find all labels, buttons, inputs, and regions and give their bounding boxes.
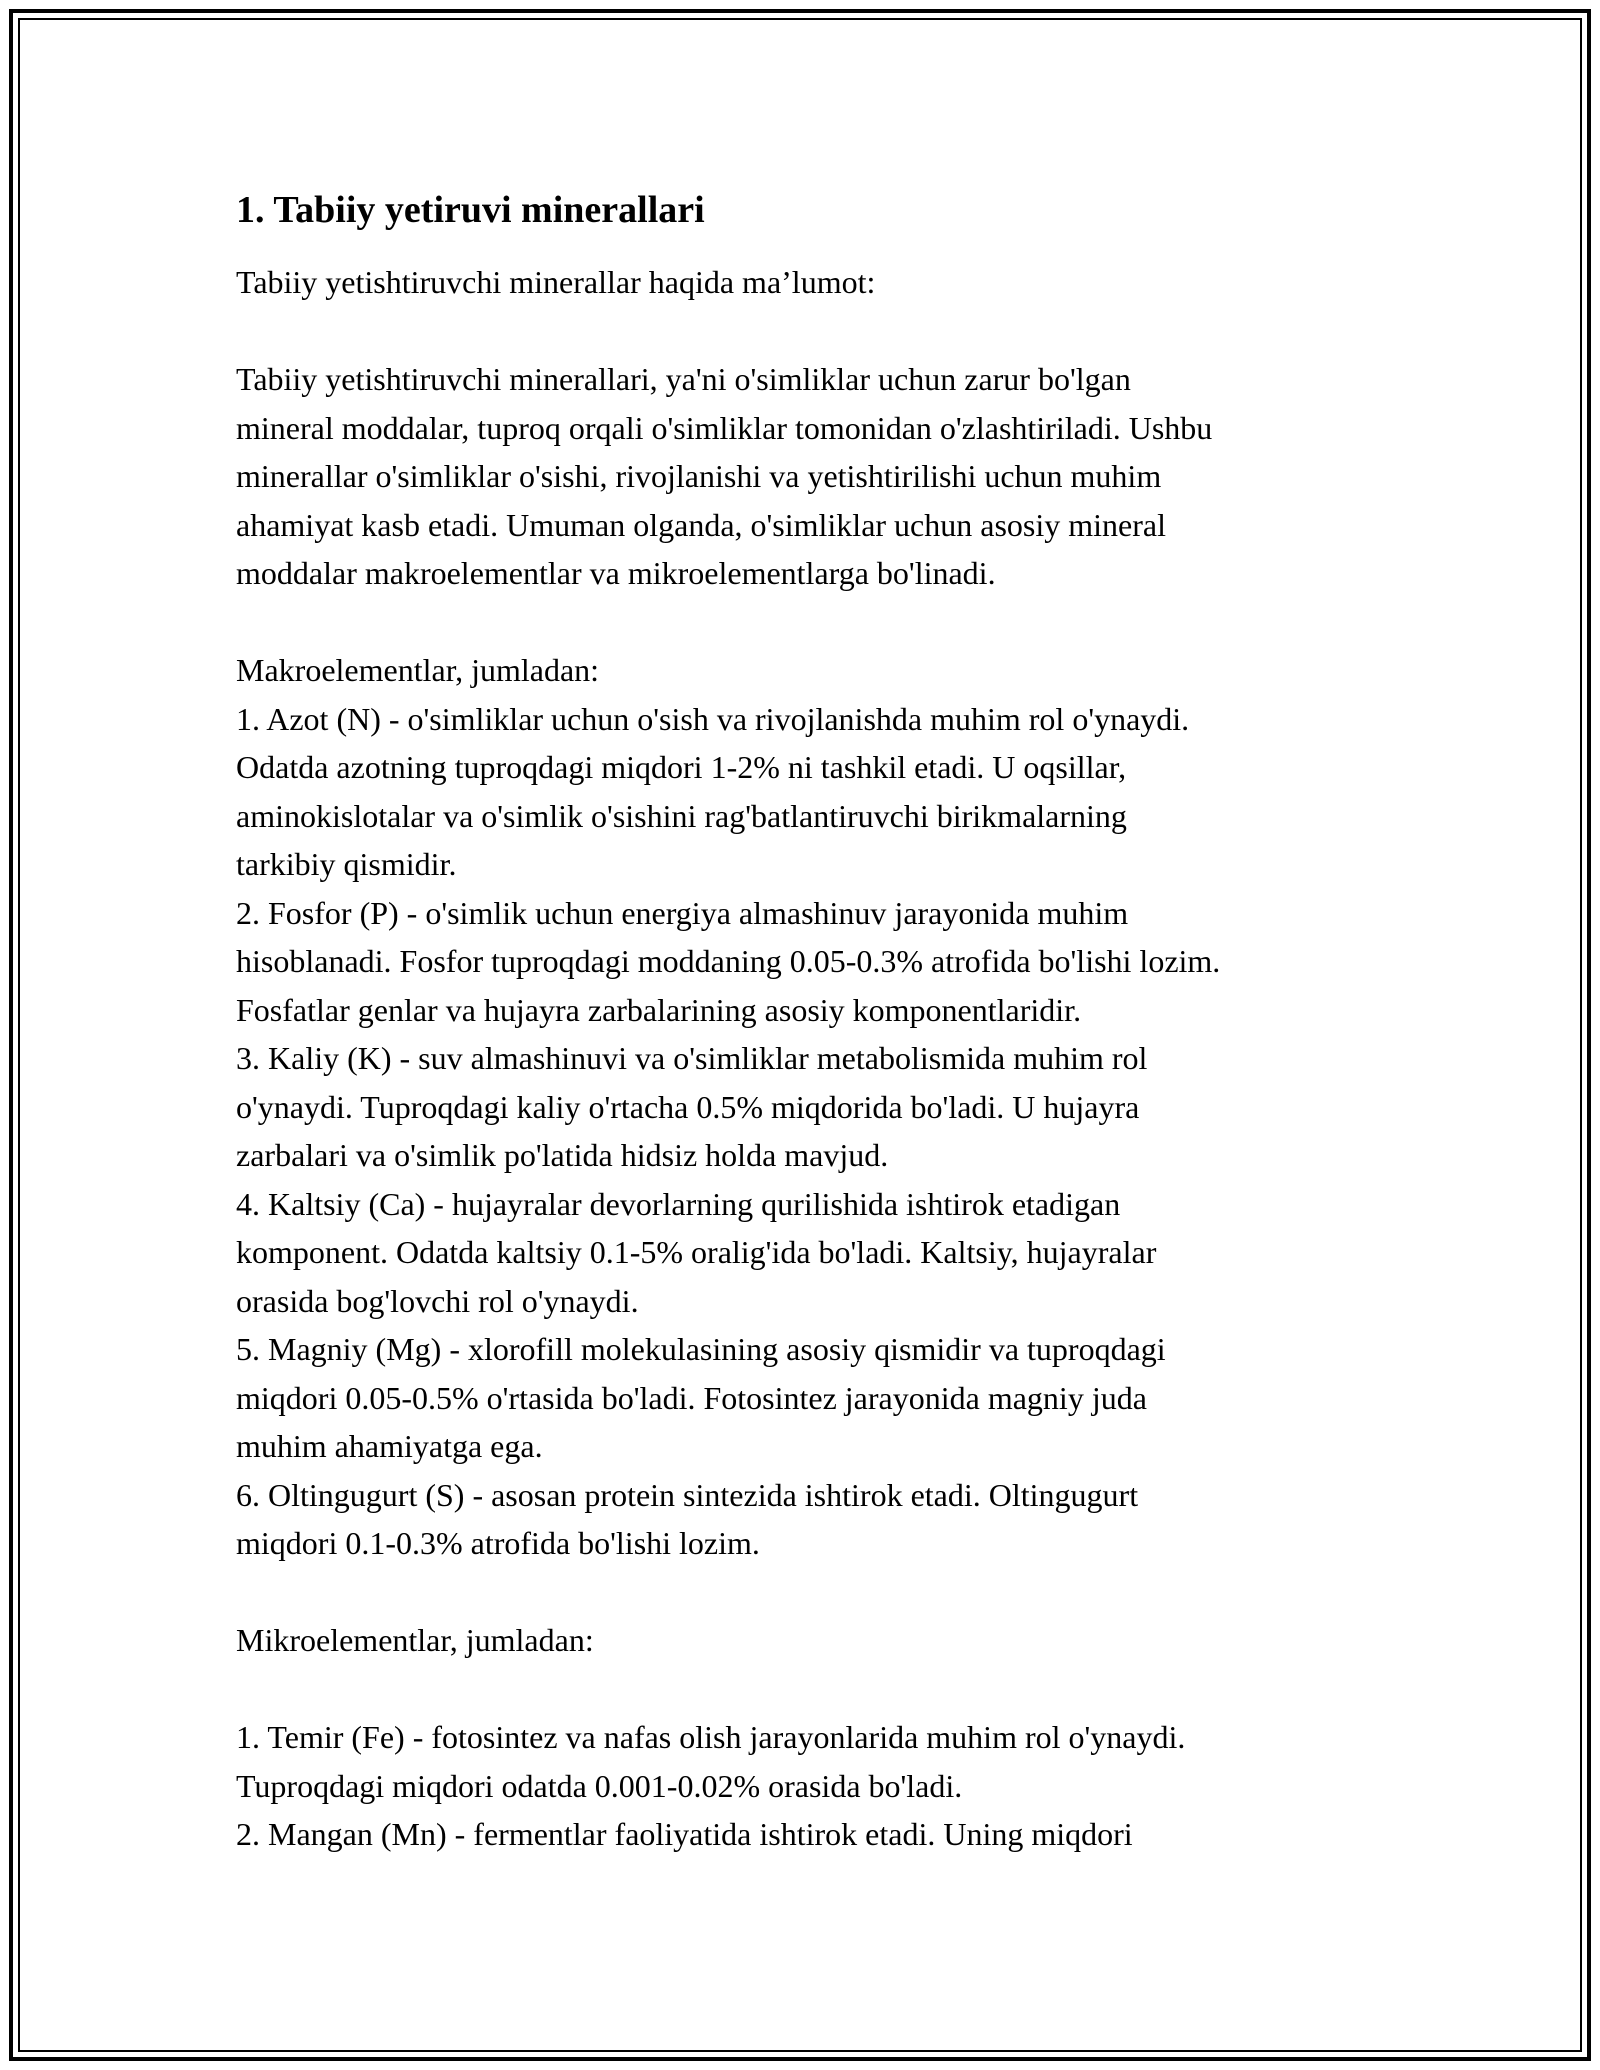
paragraph-line: minerallar o'simliklar o'sishi, rivojlanishi va yetishtirilishi uchun muhim <box>236 458 1162 494</box>
list-line: 6. Oltingugurt (S) - asosan protein sintezida ishtirok etadi. Oltingugurt <box>236 1476 1139 1513</box>
list-line: tarkibiy qismidir. <box>236 846 457 882</box>
list-line: komponent. Odatda kaltsiy 0.1-5% oralig'ida bo'ladi. Kaltsiy, hujayralar <box>236 1234 1157 1270</box>
list-line: Odatda azotning tuproqdagi miqdori 1-2% ni tashkil etadi. U oqsillar, <box>236 749 1127 785</box>
list-line: 3. Kaliy (K) - suv almashinuvi va o'simliklar metabolismida muhim rol <box>236 1040 1148 1076</box>
list-line: miqdori 0.1-0.3% atrofida bo'lishi lozim. <box>236 1525 760 1561</box>
paragraph-line: Tabiiy yetishtiruvchi minerallari, ya'ni o'simliklar uchun zarur bo'lgan <box>236 361 1131 397</box>
list-line: orasida bog'lovchi rol o'ynaydi. <box>236 1282 639 1319</box>
paragraph-line: moddalar makroelementlar va mikroelementlarga bo'linadi. <box>236 555 996 591</box>
spacer <box>236 307 1386 356</box>
list-line: aminokislotalar va o'simlik o'sishini rag'batlantiruvchi birikmalarning <box>236 797 1127 834</box>
microelements-list <box>236 1713 1386 1859</box>
list-line: Tuproqdagi miqdori odatda 0.001-0.02% orasida bo'ladi. <box>236 1767 963 1804</box>
intro-paragraph <box>236 355 1386 598</box>
spacer <box>236 1665 1386 1714</box>
paragraph-line: mineral moddalar, tuproq orqali o'simliklar tomonidan o'zlashtiriladi. Ushbu <box>236 409 1213 446</box>
list-line: 1. Temir (Fe) - fotosintez va nafas olish jarayonlarida muhim rol o'ynaydi. <box>236 1719 1186 1755</box>
macroelements-title: Makroelementlar, jumladan: <box>236 652 600 688</box>
list-line: 5. Magniy (Mg) - xlorofill molekulasining asosiy qismidir va tuproqdagi <box>236 1331 1166 1367</box>
intro-text: Tabiiy yetishtiruvchi minerallar haqida ma’lumot: <box>236 264 876 300</box>
list-line: 4. Kaltsiy (Ca) - hujayralar devorlarning qurilishida ishtirok etadigan <box>236 1185 1121 1222</box>
list-line: zarbalari va o'simlik po'latida hidsiz holda mavjud. <box>236 1137 889 1173</box>
list-line: hisoblanadi. Fosfor tuproqdagi moddaning 0.05-0.3% atrofida bo'lishi lozim. <box>236 943 1221 979</box>
list-line: 2. Fosfor (P) - o'simlik uchun energiya almashinuv jarayonida muhim <box>236 894 1129 931</box>
list-line: miqdori 0.05-0.5% o'rtasida bo'ladi. Fotosintez jarayonida magniy juda <box>236 1379 1147 1416</box>
spacer <box>236 1568 1386 1617</box>
spacer <box>236 598 1386 647</box>
paragraph-line: ahamiyat kasb etadi. Umuman olganda, o'simliklar uchun asosiy mineral <box>236 506 1166 543</box>
list-line: o'ynaydi. Tuproqdagi kaliy o'rtacha 0.5% miqdorida bo'ladi. U hujayra <box>236 1088 1140 1125</box>
section-heading: 1. Tabiiy yetiruvi minerallari <box>236 189 705 231</box>
list-line: 2. Mangan (Mn) - fermentlar faoliyatida ishtirok etadi. Uning miqdori <box>236 1816 1133 1852</box>
document-body <box>236 186 1386 1859</box>
list-line: muhim ahamiyatga ega. <box>236 1428 543 1464</box>
microelements-title: Mikroelementlar, jumladan: <box>236 1622 594 1658</box>
list-line: 1. Azot (N) - o'simliklar uchun o'sish va rivojlanishda muhim rol o'ynaydi. <box>236 700 1190 737</box>
macroelements-list <box>236 695 1386 1568</box>
list-line: Fosfatlar genlar va hujayra zarbalarining asosiy komponentlaridir. <box>236 991 1082 1028</box>
